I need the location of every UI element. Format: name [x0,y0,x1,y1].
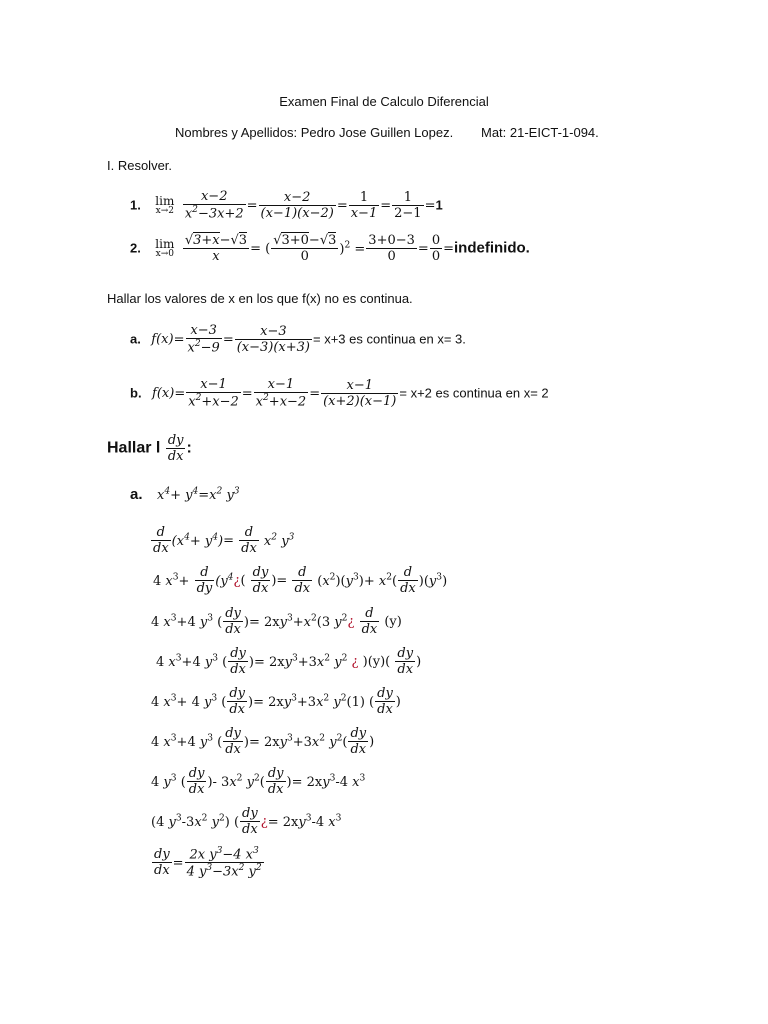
step-7: 4 $y^3$ ( $\frac{dy}{dx}$ )- $3x^2$ $y^2$( $\frac{dy}{dx}$ )= $2xy^3-4$ $x^3$ [151,766,366,797]
lim-operator: lim x→0 [155,237,175,259]
continuity-result-b: = x+2 es continua en x= 2 [399,385,549,401]
continuity-problem-b: b. f(x)= $\frac{x-1}{x^2+x-2}$ = $\frac{x-1}{x^2+x-2}$ = $\frac{x-1}{(x+2)(x-1)}$ = x+2 es continua en x= 2 [130,377,549,410]
fraction: $\frac{dy}{dx}$ [167,433,184,464]
student-id: Mat: 21-EICT-1-094. [481,125,599,140]
derivative-heading: Hallar l $\frac{dy}{dx}$ : [107,433,192,464]
section-resolver-heading: I. Resolver. [107,158,173,173]
fraction: $\frac{x-2}{x^2-3x+2}$ [184,189,244,222]
continuity-result-a: = x+3 es continua en x= 3. [313,331,466,347]
fraction: $\frac{3+0-3}{0}$ [368,233,415,264]
fraction: $\frac{√3+0-√3}{0}$ [273,233,337,264]
step-5: 4 $x^3+ 4$ $y^3$ ( $\frac{dy}{dx}$ )= $2xy^3+3x^2$ $y^2(1)$ ( $\frac{dy}{dx}$ ) [151,686,401,717]
fraction: $\frac{x-1}{(x+2)(x-1)}$ [323,377,397,409]
step-3: 4 $x^3+4$ $y^3$ ( $\frac{dy}{dx}$ )= $2xy^3+x^2(3$ $y^2¿$ $\frac{d}{dx}$ (y) [151,606,402,637]
fraction: $\frac{x-3}{x^2-9}$ [187,323,220,356]
step-1: $\frac{d}{dx}$ $(x^4+ y^4)=$ $\frac{d}{dx}$ $x^2$ $y^3$ [153,525,295,556]
fraction: $\frac{√3+x-√3}{x}$ [184,233,248,264]
fraction: $\frac{0}{0}$ [431,233,441,264]
fraction: $\frac{x-1}{x^2+x-2}$ [255,377,307,410]
item-label: b. [130,385,142,401]
continuity-heading: Hallar los valores de x en los que f(x) no es continua. [107,291,413,306]
fraction: $\frac{x-1}{x^2+x-2}$ [188,377,239,410]
lim-operator: lim x→2 [155,193,175,216]
exam-title: Examen Final de Calculo Diferencial [279,94,489,109]
step-6: 4 $x^3+4$ $y^3$ ( $\frac{dy}{dx}$ )= $2xy^3+3x^2$ $y^2$( $\frac{dy}{dx}$ ) [151,726,375,757]
continuity-problem-a: a. f(x)= $\frac{x-3}{x^2-9}$ = $\frac{x-3}{(x-3)(x+3)}$ = x+3 es continua en x= 3. [130,323,466,356]
item-label: 2. [130,240,141,256]
fraction: $\frac{x-3}{(x-3)(x+3)}$ [236,323,310,355]
implicit-equation: a. $x^4+ y^4=x^2$ $y^3$ [130,486,240,503]
item-label: a. [130,486,143,503]
final-answer: $\frac{dy}{dx}$ = $\frac{2x y^3-4 x^3}{4 y^3-3x^2 y^2}$ [154,846,262,880]
item-label: a. [130,331,141,347]
result-1: 1 [435,197,443,213]
fraction: $\frac{1}{x-1}$ [350,189,378,221]
step-4: 4 $x^3+4$ $y^3$ ( $\frac{dy}{dx}$ )= $2xy^3+3x^2$ $y^2$ ¿ )(y)( $\frac{dy}{dx}$ ) [156,646,422,677]
step-2: 4 $x^3+$ $\frac{d}{dy}$ ($y^4¿$( $\frac{dy}{dx}$ )= $\frac{d}{dx}$ $(x^2)(y^3)+ x^2$( $\frac{d}{dx}$ )$(y^3)$ [153,565,448,596]
limit-problem-1: 1. lim x→2 $\frac{x-2}{x^2-3x+2}$ = $\frac{x-2}{(x-1)(x-2)}$ = $\frac{1}{x-1}$ = $\frac{1}{2-1}$ =1 [130,189,443,222]
fraction: $\frac{1}{2-1}$ [394,189,422,221]
fraction: $\frac{x-2}{(x-1)(x-2)}$ [260,189,334,221]
item-label: 1. [130,197,141,213]
step-8: (4 $y^3-3x^2$ $y^2$) ( $\frac{dy}{dx}$ ¿= $2xy^3-4$ $x^3$ [151,806,342,837]
result-2: indefinido. [454,239,530,257]
limit-problem-2: 2. lim x→0 $\frac{√3+x-√3}{x}$ = ( $\frac{√3+0-√3}{0}$ )$^2$ = $\frac{3+0-3}{0}$ = $\frac{0}{0}$ =indefinido. [130,233,530,264]
student-names: Nombres y Apellidos: Pedro Jose Guillen Lopez. [175,125,454,140]
